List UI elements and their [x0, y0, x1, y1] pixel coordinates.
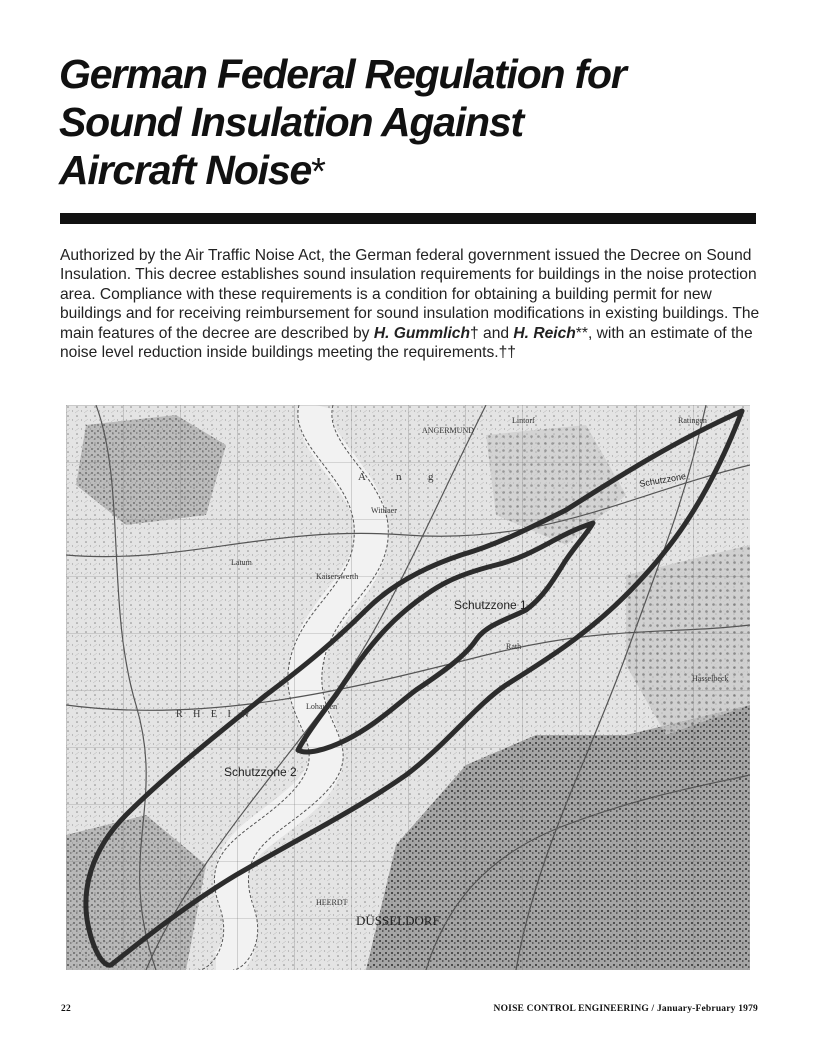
zone-2-label: Schutzzone 2 [224, 765, 297, 779]
abstract-text-1: Authorized by the Air Traffic Noise Act, the German federal government issued the Decree on Sound Insulation. This decree establishes sound insulation requirements for buildings in the noise protection area. Compliance with these requirements is a condition for obtaining a building permit for new buildings and for receiving reimbursement for sound insulation modifications in existing buildings. The main features of the decree are described by [60, 247, 760, 342]
author-2: H. Reich [513, 324, 576, 342]
page-number: 22 [61, 1004, 71, 1014]
map-grid [66, 405, 750, 970]
place-kaiserswerth: Kaiserswerth [316, 572, 359, 581]
map-letter-a: A [358, 471, 366, 483]
place-heerdt: HEERDT [316, 898, 348, 907]
map-letter-n: n [396, 471, 402, 483]
abstract-text-2: , with an estimate of the noise level reduction inside buildings meeting the requirements. [60, 324, 753, 362]
rhein-letters: R H E I N [176, 709, 253, 720]
abstract-footnote-mark: †† [498, 344, 516, 362]
map-letter-g: g [428, 471, 434, 483]
zone-corner-label: Schutzzone [638, 470, 687, 489]
title-line-1: German Federal Regulation for [59, 51, 626, 97]
article-title [59, 50, 759, 196]
place-lintorf: Lintorf [512, 416, 535, 425]
place-lohausen: Lohausen [306, 702, 338, 711]
and-word: and [483, 324, 510, 342]
place-ratingen: Ratingen [678, 416, 707, 425]
title-rule [60, 213, 756, 224]
author-1: H. Gummlich [373, 324, 470, 342]
journal-footer: NOISE CONTROL ENGINEERING / January-February 1979 [493, 1004, 758, 1014]
place-wittlaer: Wittlaer [371, 506, 397, 515]
noise-protection-map [66, 405, 750, 970]
title-footnote-mark: * [311, 151, 325, 193]
zone-1-label: Schutzzone 1 [454, 598, 527, 612]
place-angermund: ANGERMUND [422, 426, 474, 435]
place-hasselbeck: Hasselbeck [692, 674, 729, 683]
author-1-mark: † [470, 324, 479, 342]
place-latum: Latum [231, 558, 252, 567]
title-line-2: Sound Insulation Against [59, 99, 523, 145]
place-duesseldorf: DÜSSELDORF [356, 913, 440, 928]
place-rath: Rath [506, 642, 522, 651]
author-2-mark: ** [575, 324, 588, 342]
abstract [60, 246, 760, 362]
title-line-3: Aircraft Noise [59, 147, 312, 193]
